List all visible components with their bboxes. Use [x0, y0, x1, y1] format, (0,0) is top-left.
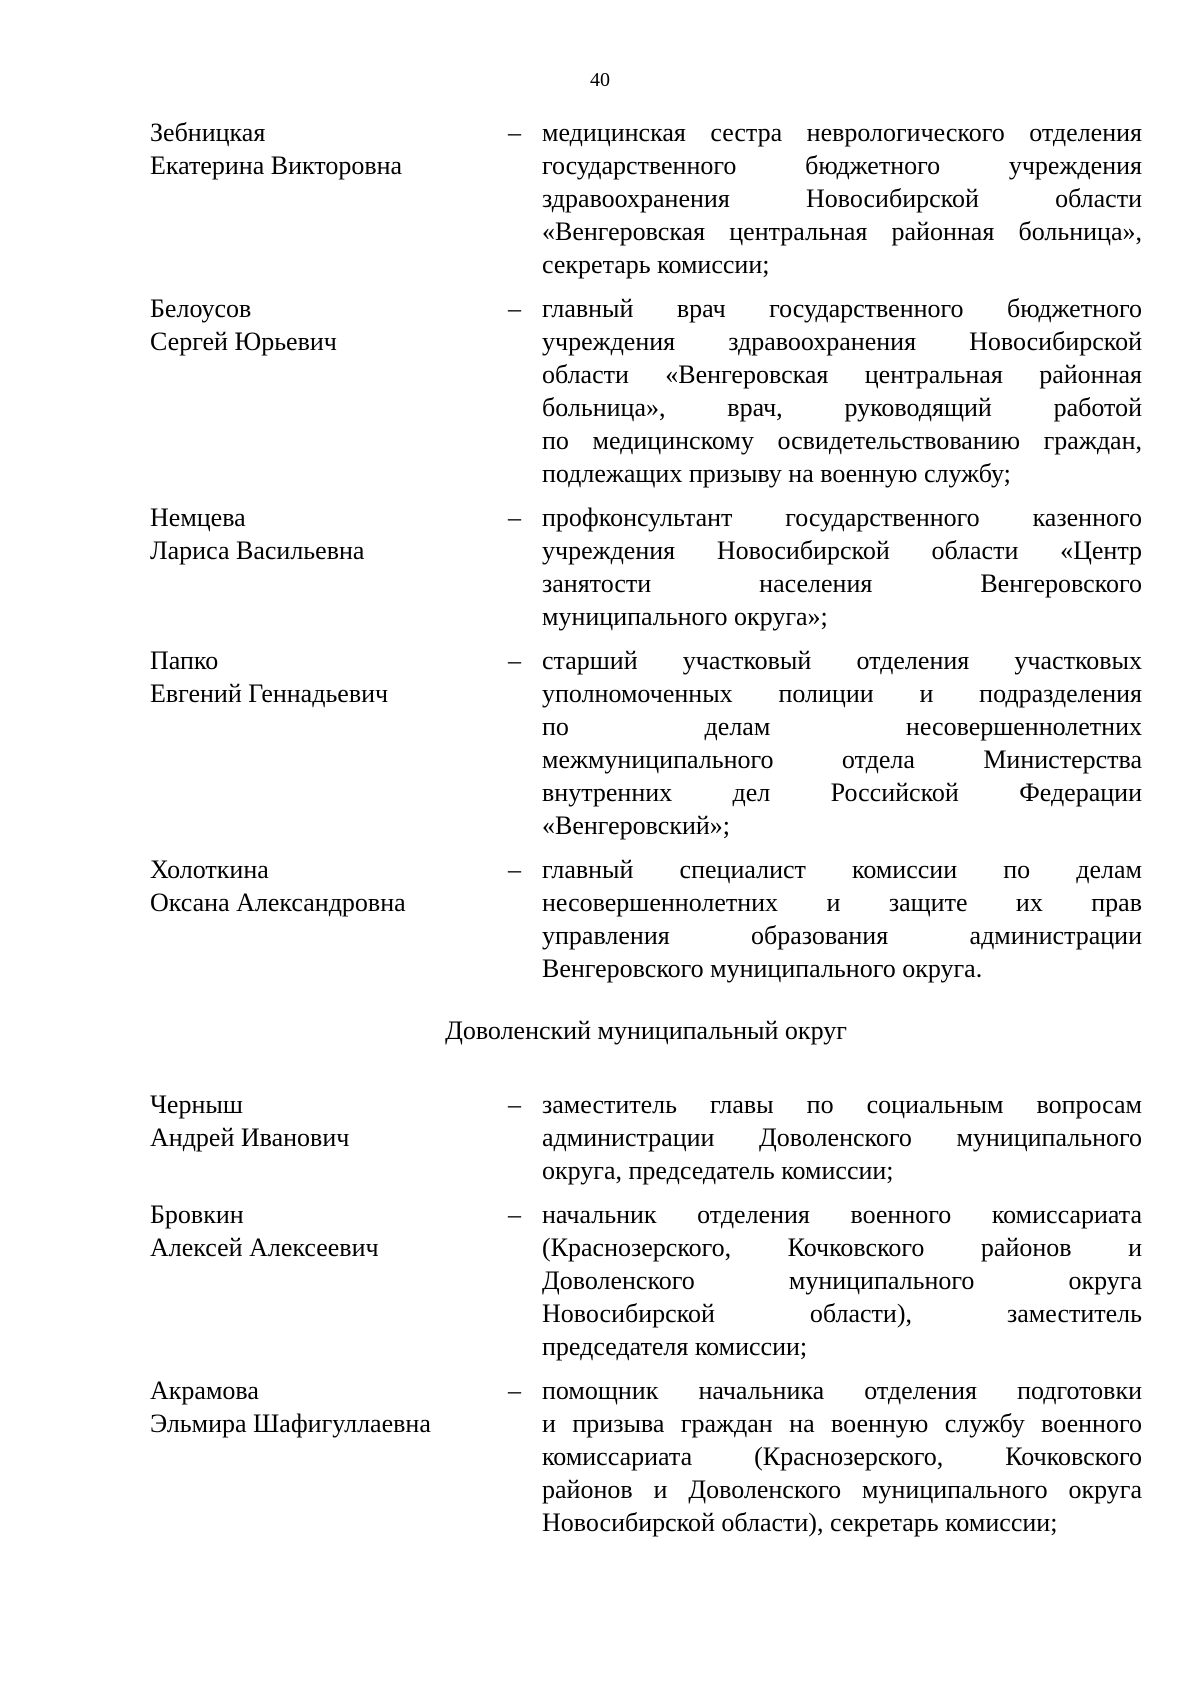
page-number: 40	[590, 69, 610, 91]
position-line: Новосибирской области), заместитель	[542, 1299, 1142, 1328]
member-given-names: Екатерина Викторовна	[150, 151, 403, 180]
member-position	[542, 501, 1142, 633]
position-line: государственного бюджетного учреждения	[542, 151, 1142, 180]
position-line: заместитель главы по социальным вопросам	[542, 1090, 1142, 1119]
dash-separator: –	[508, 118, 521, 147]
position-line: по медицинскому освидетельствованию граждан,	[542, 426, 1142, 455]
member-given-names: Оксана Александровна	[150, 888, 406, 917]
member-surname: Зебницкая	[150, 118, 266, 147]
position-line: здравоохранения Новосибирской области	[542, 184, 1142, 213]
member-surname: Бровкин	[150, 1200, 244, 1229]
position-line: области «Венгеровская центральная районная	[542, 360, 1142, 389]
member-entry	[150, 644, 1142, 842]
position-line: председателя комиссии;	[542, 1332, 808, 1361]
member-entry	[150, 1198, 1142, 1363]
position-line: управления образования администрации	[542, 921, 1142, 950]
position-line: главный специалист комиссии по делам	[542, 855, 1142, 884]
member-surname: Немцева	[150, 503, 246, 532]
position-line: и призыва граждан на военную службу военного	[542, 1409, 1142, 1438]
member-entry	[150, 853, 1142, 985]
member-entry	[150, 501, 1142, 633]
member-position	[542, 1374, 1142, 1539]
member-name	[150, 644, 508, 842]
member-given-names: Лариса Васильевна	[150, 536, 365, 565]
member-entry	[150, 1374, 1142, 1539]
position-line: больница», врач, руководящий работой	[542, 393, 1142, 422]
dash-separator: –	[508, 1376, 521, 1405]
dash-separator: –	[508, 855, 521, 884]
member-name	[150, 853, 508, 985]
position-line: несовершеннолетних и защите их прав	[542, 888, 1142, 917]
position-line: Венгеровского муниципального округа.	[542, 954, 983, 983]
member-position	[542, 853, 1142, 985]
position-line: главный врач государственного бюджетного	[542, 294, 1142, 323]
position-line: учреждения здравоохранения Новосибирской	[542, 327, 1142, 356]
dash-separator: –	[508, 1090, 521, 1119]
position-line: внутренних дел Российской Федерации	[542, 778, 1142, 807]
member-given-names: Сергей Юрьевич	[150, 327, 337, 356]
position-line: секретарь комиссии;	[542, 250, 770, 279]
position-line: старший участковый отделения участковых	[542, 646, 1142, 675]
position-line: медицинская сестра неврологического отделения	[542, 118, 1142, 147]
position-line: межмуниципального отдела Министерства	[542, 745, 1142, 774]
member-position	[542, 1088, 1142, 1187]
member-given-names: Алексей Алексеевич	[150, 1233, 379, 1262]
dash-separator: –	[508, 294, 521, 323]
member-entry	[150, 1088, 1142, 1187]
member-entry	[150, 116, 1142, 281]
commission-members-list-venger	[150, 116, 1142, 985]
position-line: округа, председатель комиссии;	[542, 1156, 894, 1185]
section-title: Доволенский муниципальный округ	[445, 1016, 847, 1045]
member-position	[542, 116, 1142, 281]
position-line: (Краснозерского, Кочковского районов и	[542, 1233, 1142, 1262]
position-line: учреждения Новосибирской области «Центр	[542, 536, 1142, 565]
member-position	[542, 292, 1142, 490]
member-name	[150, 116, 508, 281]
position-line: по делам несовершеннолетних	[542, 712, 1142, 741]
position-line: уполномоченных полиции и подразделения	[542, 679, 1142, 708]
position-line: занятости населения Венгеровского	[542, 569, 1142, 598]
dash-separator: –	[508, 503, 521, 532]
member-position	[542, 644, 1142, 842]
position-line: профконсультант государственного казенного	[542, 503, 1142, 532]
member-name	[150, 292, 508, 490]
position-line: Новосибирской области), секретарь комиссии;	[542, 1508, 1058, 1537]
member-name	[150, 501, 508, 633]
member-name	[150, 1374, 508, 1539]
member-given-names: Андрей Иванович	[150, 1123, 350, 1152]
position-line: подлежащих призыву на военную службу;	[542, 459, 1011, 488]
member-surname: Холоткина	[150, 855, 269, 884]
position-line: муниципального округа»;	[542, 602, 828, 631]
member-surname: Черныш	[150, 1090, 243, 1119]
document-body	[150, 116, 1142, 1550]
position-line: «Венгеровский»;	[542, 811, 731, 840]
commission-members-list-dovolen	[150, 1088, 1142, 1539]
member-entry	[150, 292, 1142, 490]
member-surname: Белоусов	[150, 294, 252, 323]
member-name	[150, 1198, 508, 1363]
member-given-names: Евгений Геннадьевич	[150, 679, 389, 708]
position-line: Доволенского муниципального округа	[542, 1266, 1142, 1295]
member-given-names: Эльмира Шафигуллаевна	[150, 1409, 431, 1438]
dash-separator: –	[508, 1200, 521, 1229]
position-line: начальник отделения военного комиссариата	[542, 1200, 1142, 1229]
position-line: комиссариата (Краснозерского, Кочковского	[542, 1442, 1142, 1471]
dash-separator: –	[508, 646, 521, 675]
member-position	[542, 1198, 1142, 1363]
position-line: «Венгеровская центральная районная больница»,	[542, 217, 1142, 246]
position-line: администрации Доволенского муниципального	[542, 1123, 1142, 1152]
member-surname: Папко	[150, 646, 219, 675]
position-line: помощник начальника отделения подготовки	[542, 1376, 1142, 1405]
member-surname: Акрамова	[150, 1376, 259, 1405]
position-line: районов и Доволенского муниципального округа	[542, 1475, 1142, 1504]
member-name	[150, 1088, 508, 1187]
